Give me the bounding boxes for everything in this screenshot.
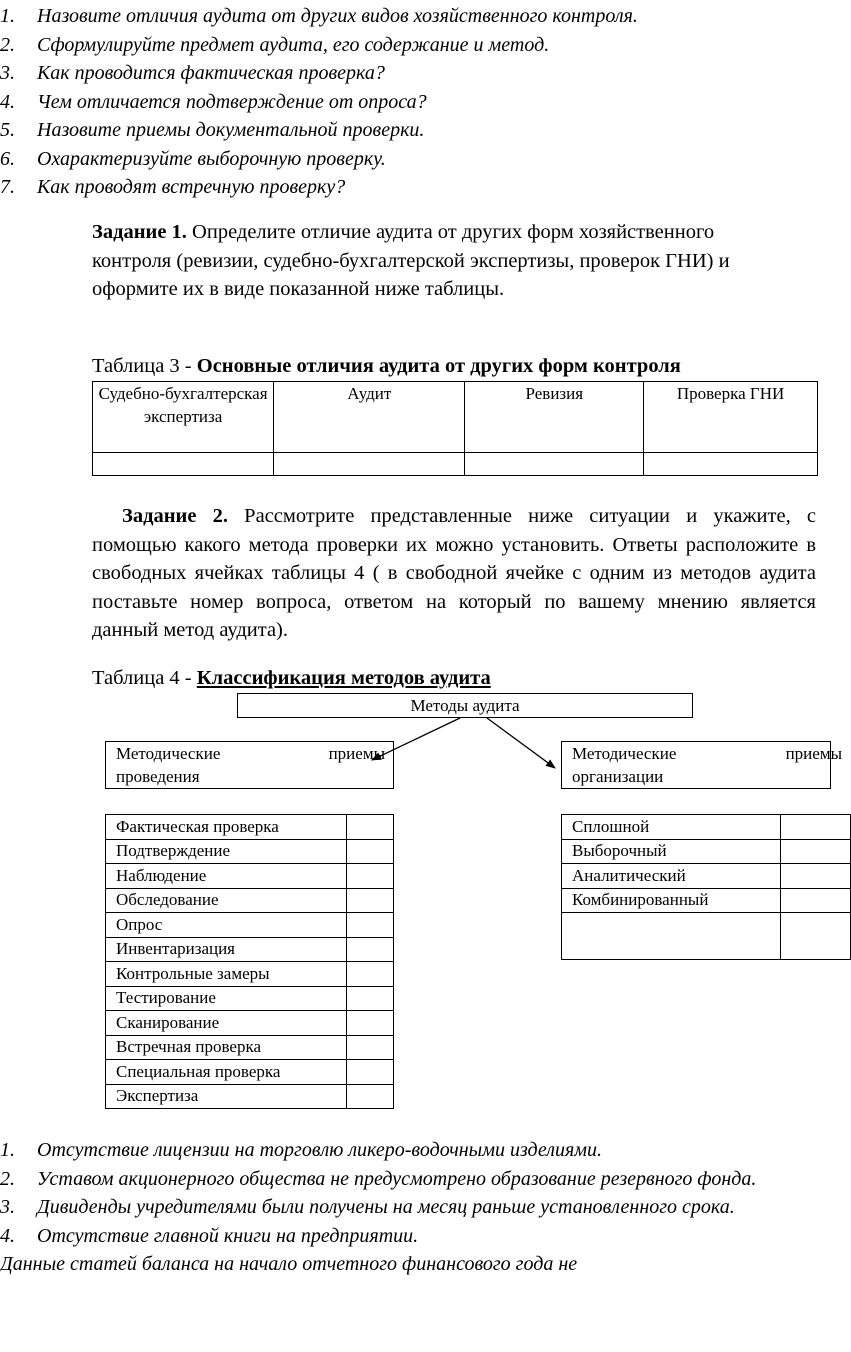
answer-cell[interactable] — [781, 864, 851, 889]
methods-root-box: Методы аудита — [237, 693, 693, 718]
right-methods-table-wrapper — [561, 814, 816, 960]
table3-header-cell: Ревизия — [465, 382, 644, 453]
situation-item: 2. Уставом акционерного общества не предусмотрено образование резервного фонда. — [0, 1167, 757, 1190]
answer-cell[interactable] — [347, 1060, 394, 1085]
table3-header-cell: Аудит — [274, 382, 465, 453]
answer-cell[interactable] — [347, 839, 394, 864]
table-row: Подтверждение — [106, 839, 394, 864]
question-item: 5. Назовите приемы документальной проверки. — [0, 119, 425, 141]
situation-item: 3. Дивиденды учредителями были получены на месяц раньше установленного срока. — [0, 1196, 735, 1218]
table-row: Фактическая проверка — [106, 815, 394, 840]
arrow-right — [487, 718, 555, 768]
answer-cell[interactable] — [347, 986, 394, 1011]
answer-cell[interactable] — [347, 815, 394, 840]
situations-list — [0, 1136, 816, 1279]
answer-cell[interactable] — [347, 864, 394, 889]
task2-text: Рассмотрите представленные ниже ситуации и укажите, с помощью какого метода проверки их можно установить. Ответы расположите в свободных ячейках таблицы 4 ( в свободной ячейке с одним из методов аудита поставьте номер вопроса, ответом на который по вашему мнению является данный метод аудита). — [92, 505, 816, 641]
task2-label: Задание 2. — [122, 505, 228, 527]
table-row: Экспертиза — [106, 1084, 394, 1109]
left-methods-table — [105, 814, 394, 1109]
task1-label: Задание 1. — [92, 221, 187, 243]
table-row: Обследование — [106, 888, 394, 913]
question-item: 7. Как проводят встречную проверку? — [0, 176, 346, 198]
table3-header-cell: Проверка ГНИ — [644, 382, 818, 453]
table-row: Встречная проверка — [106, 1035, 394, 1060]
answer-cell[interactable] — [347, 1011, 394, 1036]
table3-caption: Таблица 3 - Основные отличия аудита от других форм контроля — [92, 355, 681, 377]
table-row: Аналитический — [562, 864, 851, 889]
answer-cell[interactable] — [347, 888, 394, 913]
table-row: Наблюдение — [106, 864, 394, 889]
table-row: Сплошной — [562, 815, 851, 840]
answer-cell[interactable] — [347, 1035, 394, 1060]
task1-text: Определите отличие аудита от других форм хозяйственного контроля (ревизии, судебно-бухгалтерской экспертизы, проверок ГНИ) и оформите их в виде показанной ниже таблицы. — [92, 221, 730, 300]
situation-item: 4. Отсутствие главной книги на предприятии. — [0, 1224, 419, 1247]
table-row: Выборочный — [562, 839, 851, 864]
table-row — [562, 913, 851, 960]
situation-item: 1. Отсутствие лицензии на торговлю ликеро-водочными изделиями. — [0, 1139, 603, 1161]
question-item: 1. Назовите отличия аудита от других видов хозяйственного контроля. — [0, 5, 638, 27]
table3-header-cell: Судебно-бухгалтерская экспертиза — [93, 382, 274, 453]
answer-cell[interactable] — [781, 839, 851, 864]
question-item: 2. Сформулируйте предмет аудита, его содержание и метод. — [0, 33, 550, 56]
answer-cell[interactable] — [347, 913, 394, 938]
table-row: Контрольные замеры — [106, 962, 394, 987]
table-row: Опрос — [106, 913, 394, 938]
answer-cell[interactable] — [347, 1084, 394, 1109]
question-item: 4. Чем отличается подтверждение от опроса? — [0, 90, 427, 113]
answer-cell[interactable] — [781, 913, 851, 960]
table4-caption: Таблица 4 - Классификация методов аудита — [92, 667, 491, 689]
answer-cell[interactable] — [781, 815, 851, 840]
answer-cell[interactable] — [347, 937, 394, 962]
question-item: 6. Охарактеризуйте выборочную проверку. — [0, 147, 386, 170]
table-row: Сканирование — [106, 1011, 394, 1036]
table-row: Инвентаризация — [106, 937, 394, 962]
left-group-box: Методические приемы проведения — [105, 741, 394, 789]
table-row: Комбинированный — [562, 888, 851, 913]
question-item: 3. Как проводится фактическая проверка? — [0, 62, 385, 84]
right-methods-table — [561, 814, 851, 960]
table-row: Специальная проверка — [106, 1060, 394, 1085]
table-row: Тестирование — [106, 986, 394, 1011]
answer-cell[interactable] — [781, 888, 851, 913]
right-group-box: Методические приемы организации — [561, 741, 831, 789]
trailing-text: Данные статей баланса на начало отчетного финансового года не — [0, 1253, 578, 1275]
empty-method-cell[interactable] — [562, 913, 781, 960]
answer-cell[interactable] — [347, 962, 394, 987]
